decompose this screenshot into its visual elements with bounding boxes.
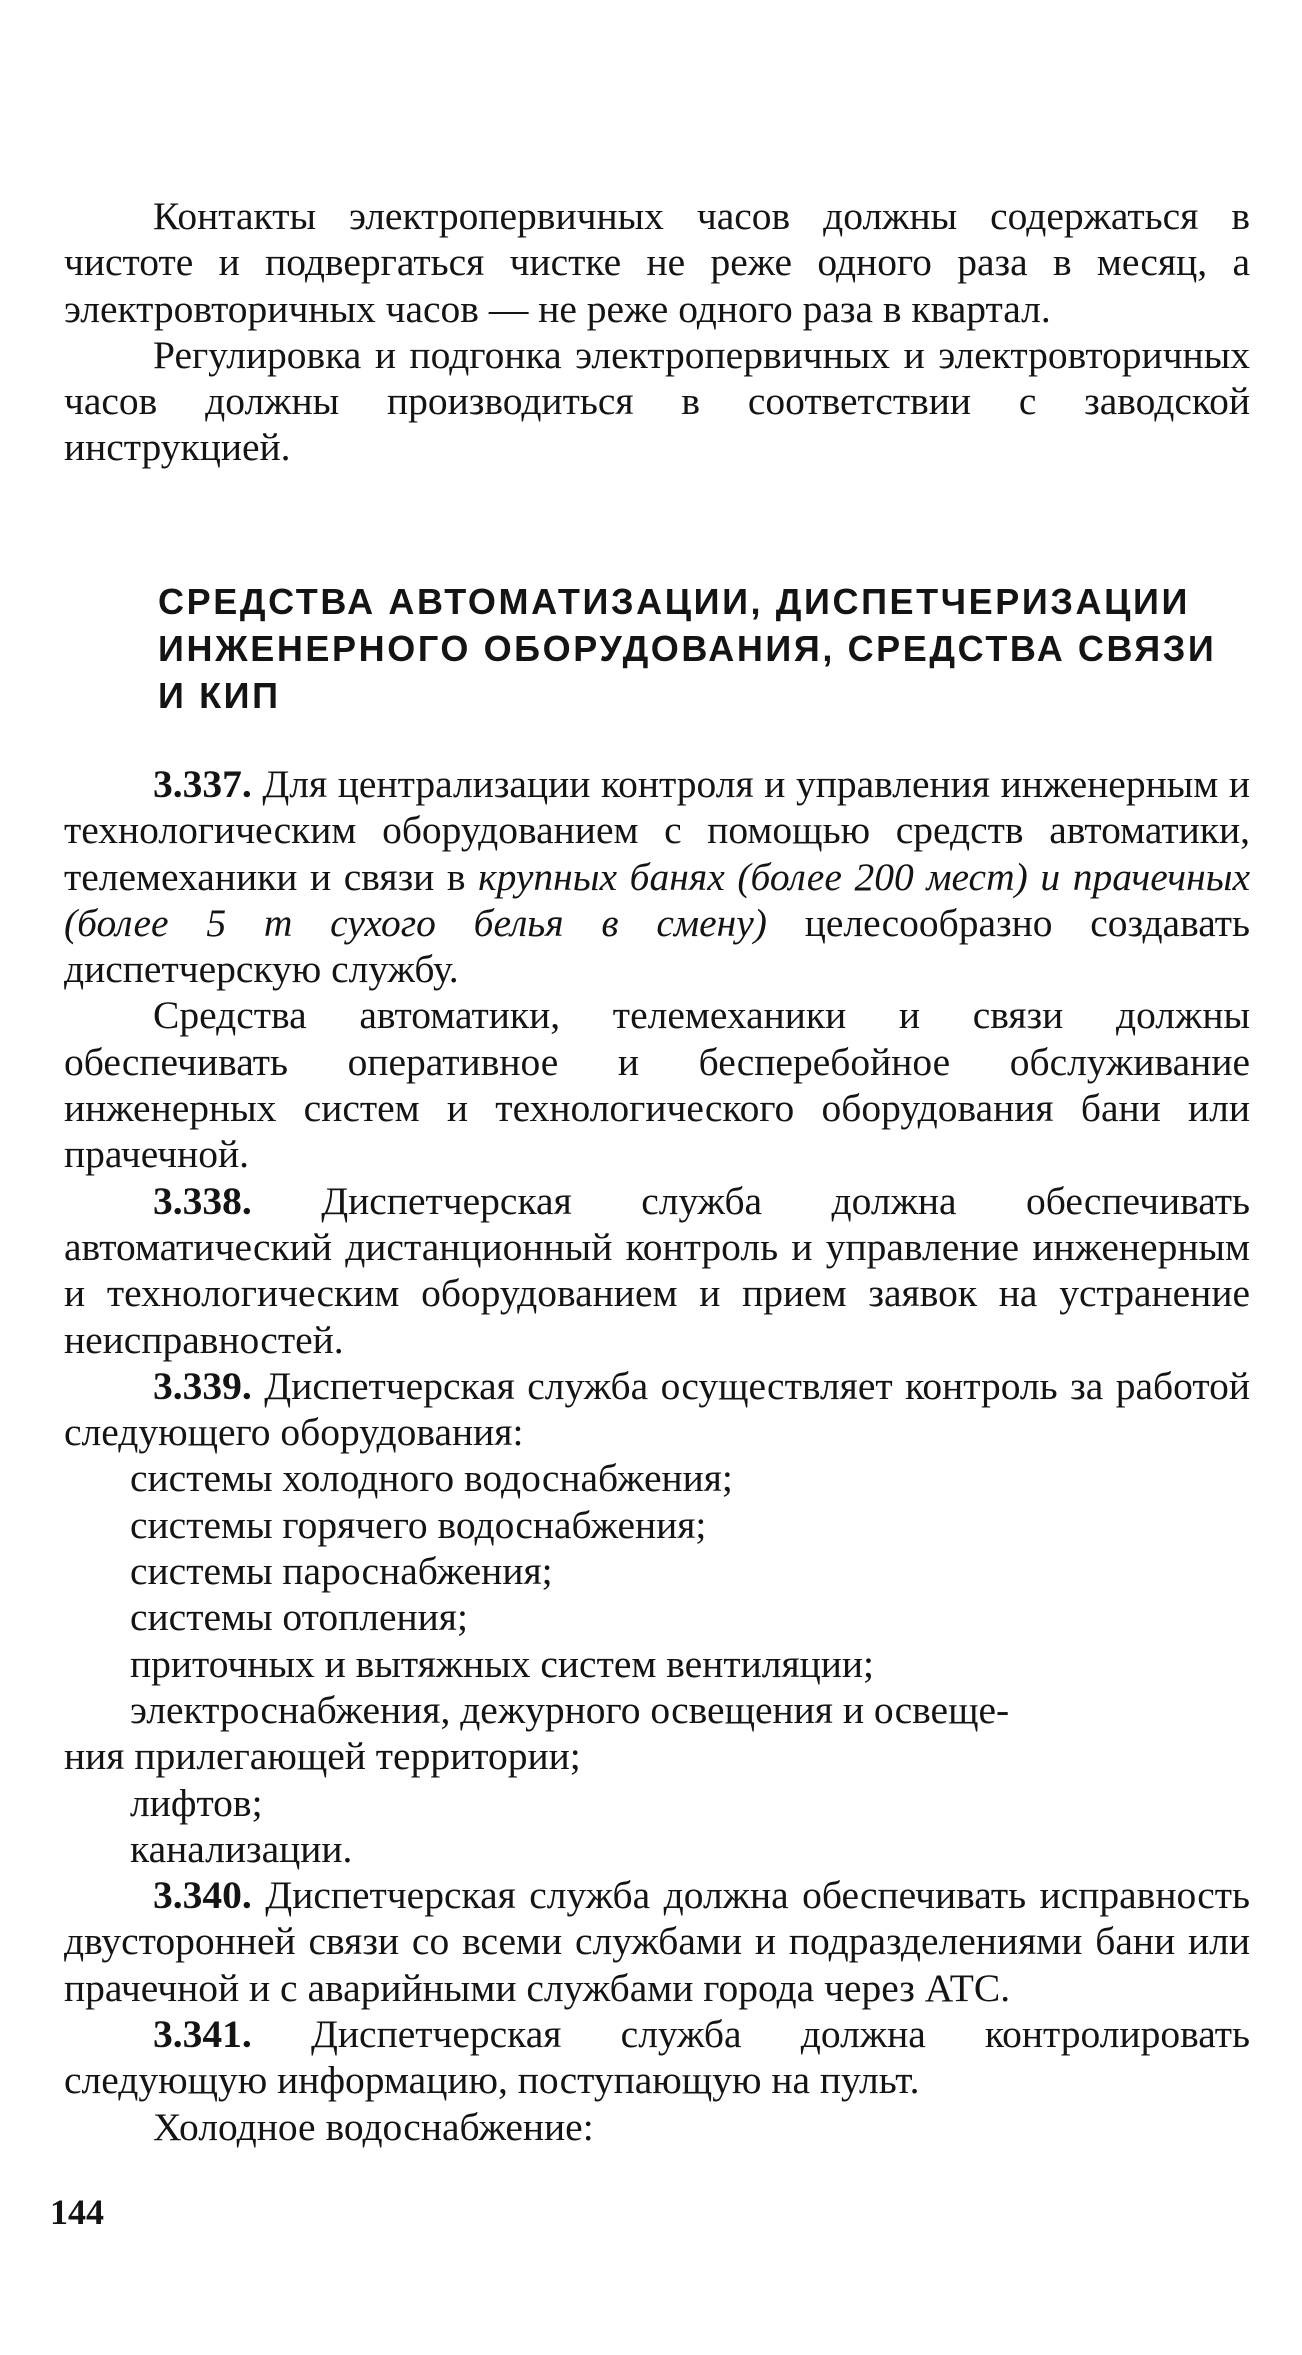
clause-text: Диспетчерская служба должна обеспечивать автоматический дистанционный контроль и управление инженерным и технологическим оборудованием и прием заявок на устранение неисправностей. xyxy=(64,1178,1250,1362)
list-item: лифтов; xyxy=(130,1780,263,1825)
list-item xyxy=(64,1687,1250,1780)
subheading-cold-water: Холодное водоснабжение: xyxy=(153,2104,594,2149)
list-item: приточных и вытяжных систем вентиляции; xyxy=(130,1641,875,1686)
list-item-continuation: ния прилегающей территории; xyxy=(64,1734,581,1779)
clause-number: 3.340. xyxy=(153,1873,252,1918)
clause-text: Диспетчерская служба должна обеспечивать исправность двусторонней связи со всеми службами и подразделениями бани или прачечной и с аварийными службами города через АТС. xyxy=(64,1873,1251,2010)
list-item: системы холодного водоснабжения; xyxy=(130,1456,733,1501)
clause-3-339 xyxy=(64,1363,1250,1456)
clause-number: 3.341. xyxy=(153,2012,252,2057)
clause-3-341 xyxy=(64,2011,1250,2104)
paragraph-clock-adjustment: Регулировка и подгонка электропервичных и электровторичных часов должны производиться в соответствии с заводской инструкцией. xyxy=(64,332,1250,470)
clause-text: Диспетчерская служба должна контролировать следующую информацию, поступающую на пульт. xyxy=(64,2012,1250,2103)
clause-text: целесообразно создавать диспетчерскую службу. xyxy=(64,900,1250,992)
list-item: системы пароснабжения; xyxy=(130,1549,553,1594)
clause-text: Диспетчерская служба осуществляет контроль за работой следующего оборудования: xyxy=(64,1363,1251,1455)
list-item: канализации. xyxy=(130,1826,353,1871)
clause-3-338 xyxy=(64,1178,1250,1363)
clause-text: Для централизации контроля и управления инженерным и технологическим оборудованием с помощью средств автоматики, телемеханики и связи в xyxy=(64,762,1251,899)
list-item: системы горячего водоснабжения; xyxy=(130,1502,707,1547)
clause-number: 3.338. xyxy=(153,1178,252,1223)
clause-text-italic: крупных банях (более 200 мест) и прачечных (более 5 т сухого белья в смену) xyxy=(64,854,1250,945)
list-item-line: электроснабжения, дежурного освещения и освеще- xyxy=(130,1687,1010,1732)
clause-number: 3.337. xyxy=(153,762,252,806)
page-number: 144 xyxy=(50,2192,104,2232)
paragraph-clock-contacts: Контакты электропервичных часов должны содержаться в чистоте и подвергаться чистке не реже одного раза в месяц, а электровторичных часов — не реже одного раза в квартал. xyxy=(64,194,1250,331)
list-item: системы отопления; xyxy=(130,1595,468,1640)
clauses-text xyxy=(64,761,1250,2150)
clause-number: 3.339. xyxy=(153,1363,252,1408)
clause-3-337-paragraph-2: Средства автоматики, телемеханики и связи должны обеспечивать оперативное и бесперебойное обслуживание инженерных систем и технологического оборудования бани или прачечной. xyxy=(64,993,1250,1177)
clause-3-340 xyxy=(64,1872,1250,2011)
clause-3-337 xyxy=(64,761,1250,992)
section-heading: СРЕДСТВА АВТОМАТИЗАЦИИ, ДИСПЕТЧЕРИЗАЦИИ ИНЖЕНЕРНОГО ОБОРУДОВАНИЯ, СРЕДСТВА СВЯЗИ И КИП xyxy=(158,581,1217,716)
intro-text xyxy=(64,193,1250,471)
